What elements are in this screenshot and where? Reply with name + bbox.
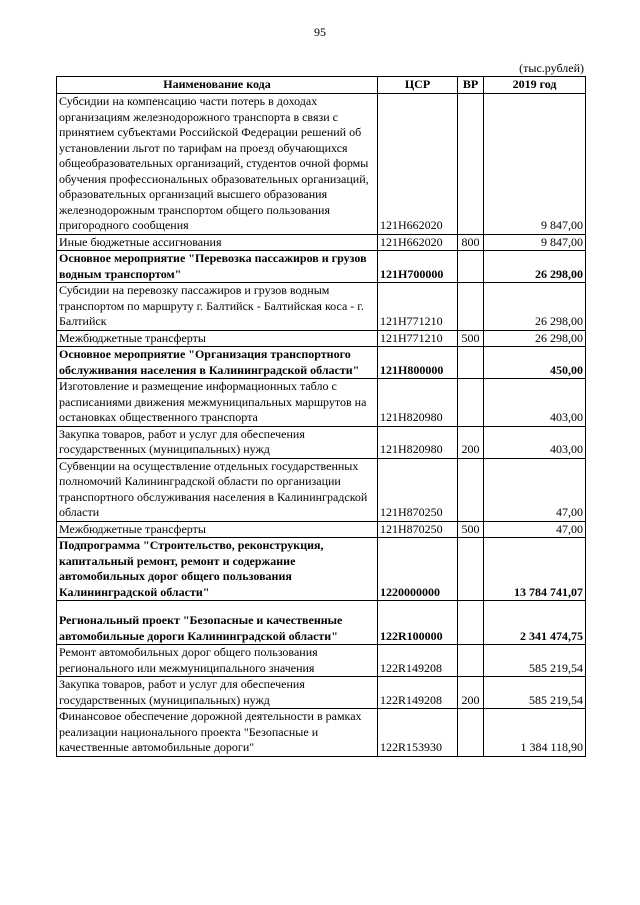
row-csr-cell: 121Н700000 — [378, 251, 458, 283]
table-row — [57, 601, 586, 645]
row-amount-cell: 585 219,54 — [484, 645, 586, 677]
row-name-cell: Субвенции на осуществление отдельных государственных полномочий Калининградской области по организации транспортного обслуживания населения в Калининградской области — [57, 458, 378, 521]
header-csr: ЦСР — [378, 77, 458, 94]
page-number: 95 — [314, 25, 326, 39]
row-name-cell: Субсидии на перевозку пассажиров и грузов водным транспортом по маршруту г. Балтийск - Балтийская коса - г. Балтийск — [57, 283, 378, 331]
row-amount-cell: 47,00 — [484, 521, 586, 538]
table-row — [57, 251, 586, 283]
row-csr-cell: 122R149208 — [378, 645, 458, 677]
row-name-cell: Ремонт автомобильных дорог общего пользования регионального или межмуниципального значения — [57, 645, 378, 677]
row-vr-cell — [458, 458, 484, 521]
row-amount-cell: 585 219,54 — [484, 677, 586, 709]
row-amount-cell: 403,00 — [484, 426, 586, 458]
row-amount-cell: 13 784 741,07 — [484, 538, 586, 601]
row-csr-cell: 121Н771210 — [378, 283, 458, 331]
row-amount-cell: 26 298,00 — [484, 330, 586, 347]
table-row — [57, 283, 586, 331]
row-name-cell: Финансовое обеспечение дорожной деятельности в рамках реализации национального проекта "Безопасные и качественные автомобильные дороги" — [57, 709, 378, 757]
row-csr-cell: 121Н820980 — [378, 379, 458, 427]
table-row — [57, 677, 586, 709]
table-header-row — [57, 77, 586, 94]
row-name-cell: Межбюджетные трансферты — [57, 330, 378, 347]
row-amount-cell: 47,00 — [484, 458, 586, 521]
row-name-cell: Межбюджетные трансферты — [57, 521, 378, 538]
row-name-cell: Основное мероприятие "Перевозка пассажиров и грузов водным транспортом" — [57, 251, 378, 283]
row-amount-cell: 26 298,00 — [484, 251, 586, 283]
row-csr-cell: 121Н662020 — [378, 94, 458, 235]
row-csr-cell: 121Н662020 — [378, 234, 458, 251]
row-vr-cell: 200 — [458, 426, 484, 458]
row-vr-cell — [458, 645, 484, 677]
row-name-cell: Иные бюджетные ассигнования — [57, 234, 378, 251]
table-row — [57, 94, 586, 235]
row-vr-cell — [458, 283, 484, 331]
row-amount-cell: 450,00 — [484, 347, 586, 379]
header-name: Наименование кода — [57, 77, 378, 94]
table-body — [57, 94, 586, 757]
table-row — [57, 458, 586, 521]
budget-table — [56, 76, 586, 757]
table-row — [57, 521, 586, 538]
row-vr-cell: 800 — [458, 234, 484, 251]
row-vr-cell — [458, 347, 484, 379]
row-vr-cell: 500 — [458, 330, 484, 347]
header-vr: ВР — [458, 77, 484, 94]
row-amount-cell: 2 341 474,75 — [484, 601, 586, 645]
row-name-cell: Подпрограмма "Строительство, реконструкция, капитальный ремонт, ремонт и содержание автомобильных дорог общего пользования Калининградской области" — [57, 538, 378, 601]
row-vr-cell — [458, 251, 484, 283]
row-vr-cell — [458, 94, 484, 235]
row-vr-cell — [458, 379, 484, 427]
row-amount-cell: 403,00 — [484, 379, 586, 427]
table-row — [57, 538, 586, 601]
row-csr-cell: 121Н870250 — [378, 458, 458, 521]
row-csr-cell: 121Н771210 — [378, 330, 458, 347]
table-row — [57, 330, 586, 347]
units-label: (тыс.рублей) — [519, 61, 584, 75]
table-row — [57, 426, 586, 458]
row-csr-cell: 121Н800000 — [378, 347, 458, 379]
table-row — [57, 347, 586, 379]
row-amount-cell: 9 847,00 — [484, 234, 586, 251]
row-name-cell: Субсидии на компенсацию части потерь в доходах организациям железнодорожного транспорта в связи с принятием субъектами Российской Федерации решений об установлении льгот по тарифам на проезд обучающихся общеобразовательных организаций, студентов очной формы обучения профессиональных образовательных организаций, образовательных организаций высшего образования железнодорожным транспортом общего пользования пригородного сообщения — [57, 94, 378, 235]
row-vr-cell — [458, 601, 484, 645]
table-row — [57, 709, 586, 757]
row-name-cell: Изготовление и размещение информационных табло с расписаниями движения межмуниципальных маршрутов на остановках общественного транспорта — [57, 379, 378, 427]
row-name-cell: Региональный проект "Безопасные и качественные автомобильные дороги Калининградской области" — [57, 601, 378, 645]
row-vr-cell: 200 — [458, 677, 484, 709]
row-csr-cell: 121Н820980 — [378, 426, 458, 458]
row-csr-cell: 122R149208 — [378, 677, 458, 709]
row-vr-cell — [458, 709, 484, 757]
row-csr-cell: 1220000000 — [378, 538, 458, 601]
row-csr-cell: 122R100000 — [378, 601, 458, 645]
row-vr-cell: 500 — [458, 521, 484, 538]
row-vr-cell — [458, 538, 484, 601]
row-name-cell: Закупка товаров, работ и услуг для обеспечения государственных (муниципальных) нужд — [57, 677, 378, 709]
row-amount-cell: 26 298,00 — [484, 283, 586, 331]
row-amount-cell: 9 847,00 — [484, 94, 586, 235]
row-name-cell: Основное мероприятие "Организация транспортного обслуживания населения в Калининградской области" — [57, 347, 378, 379]
table-row — [57, 379, 586, 427]
header-amount: 2019 год — [484, 77, 586, 94]
row-csr-cell: 122R153930 — [378, 709, 458, 757]
table-row — [57, 645, 586, 677]
row-name-cell: Закупка товаров, работ и услуг для обеспечения государственных (муниципальных) нужд — [57, 426, 378, 458]
row-csr-cell: 121Н870250 — [378, 521, 458, 538]
table-row — [57, 234, 586, 251]
row-amount-cell: 1 384 118,90 — [484, 709, 586, 757]
